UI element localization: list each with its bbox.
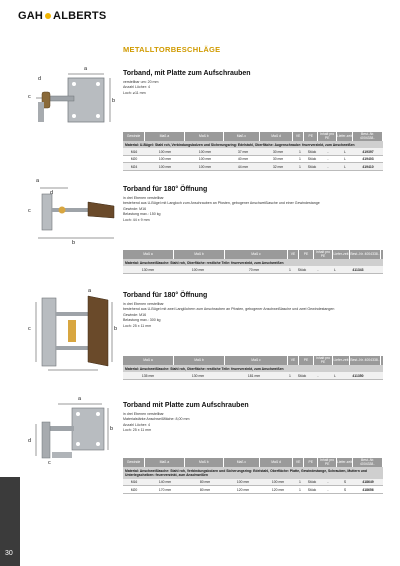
article-number: 419403	[362, 157, 374, 162]
section-title: METALLTORBESCHLÄGE	[123, 45, 221, 54]
col-header: Liefer-zeit	[333, 356, 350, 365]
product-4-dim-d: d	[28, 438, 32, 444]
product-4-desc-line: in drei Ebenen verstellbar	[123, 412, 164, 416]
col-header: Liefer-zeit	[337, 132, 353, 141]
product-2-desc	[123, 196, 320, 223]
brand-logo	[18, 10, 106, 22]
product-4-desc	[123, 412, 190, 434]
cell: 170 mm	[158, 487, 172, 492]
product-3-desc-line: Belastung max.: 300 kg	[123, 318, 161, 323]
col-header: Maß c	[225, 250, 288, 259]
col-header: PE	[304, 132, 318, 141]
table-header	[123, 132, 383, 141]
cell: -	[327, 149, 329, 154]
product-4-dim-c: c	[48, 460, 51, 466]
product-3-desc-line: bestehend aus U-Bügel mit zwei Langlöchern zum Anschrauben an Pfosten, gebogener Anschweißlasche und zwei Gewindestangen	[123, 307, 335, 312]
col-header: Inhalt pro PE	[318, 458, 336, 467]
cell: 30 mm	[272, 157, 284, 162]
table-row	[123, 148, 383, 156]
col-header: PE	[299, 356, 314, 365]
cell: 120 mm	[236, 487, 250, 492]
product-2-desc-line: Belastung max.: 150 kg	[123, 212, 161, 217]
col-header: Maß c	[224, 132, 260, 141]
cell: S	[343, 487, 347, 492]
cell: 100 mm	[158, 157, 172, 162]
col-header: VE	[293, 458, 304, 467]
cell: -	[327, 157, 329, 162]
cell: 32 mm	[272, 164, 284, 169]
product-2-dim-c: c	[28, 208, 31, 214]
cell: 100 mm	[158, 164, 172, 169]
col-header: Inhalt pro PE	[318, 132, 336, 141]
product-4-desc-line: Materialstärke Anschweißfläche: 8,00 mm	[123, 417, 190, 422]
cell: 100 mm	[271, 480, 285, 485]
cell: M20	[130, 487, 138, 492]
cell: 1	[299, 487, 301, 492]
material-note: Material: Anschweißlasche: Stahl roh, Oberfläche: restliche Teile: feuerverzinkt, zum Anschweißen	[123, 365, 383, 372]
col-header: Inhalt pro PE	[314, 250, 333, 259]
cell: M20	[130, 157, 138, 162]
cell: 130 mm	[141, 267, 155, 272]
product-1-desc-line: verstellbar um: 20 mm	[123, 80, 159, 84]
cell: -	[327, 164, 329, 169]
product-3-image	[28, 290, 120, 380]
col-header: VE	[293, 132, 304, 141]
product-2-dim-b: b	[72, 240, 76, 246]
article-number: 411343	[352, 267, 364, 272]
product-4-dim-a: a	[78, 396, 82, 402]
product-1-table	[123, 132, 383, 171]
table-row	[123, 266, 383, 274]
cell: Stück	[297, 373, 307, 378]
col-header: Best.-Nr. 4004338..	[350, 356, 381, 365]
cell: M16	[130, 149, 138, 154]
material-note: Material: Anschweißlasche: Stahl roh, Verbindungsbolzen und Sicherungsring: Edelstahl, Oberfläche: Platte, Gewindestange, Schrauben, Muttern und Unterlegscheiben: feuerverzinkt, zum Anschweißen	[123, 467, 383, 479]
col-header: Inhalt pro PE	[314, 356, 333, 365]
product-2-image	[28, 178, 120, 250]
product-1-title: Torband, mit Platte zum Aufschrauben	[123, 70, 251, 77]
cell: Stück	[307, 164, 317, 169]
product-1-dim-d: d	[38, 76, 42, 82]
product-1-desc-line: Anzahl Löcher: 4	[123, 85, 150, 90]
cell: S	[343, 480, 347, 485]
table-header	[123, 356, 383, 365]
cell: 100 mm	[191, 267, 205, 272]
col-header: Liefer-zeit	[333, 250, 350, 259]
product-2-desc-line: in drei Ebenen verstellbar	[123, 196, 164, 200]
cell: 1	[289, 373, 291, 378]
cell: 1	[299, 480, 301, 485]
cell: L	[344, 157, 346, 162]
cell: 80 mm	[199, 487, 211, 492]
product-3-dim-b: b	[114, 326, 118, 332]
article-number: 419410	[362, 164, 374, 169]
product-2-table	[123, 250, 383, 274]
cell: 120 mm	[271, 487, 285, 492]
col-header: Maß a	[145, 458, 184, 467]
product-3-dim-a: a	[88, 288, 92, 294]
cell: 130 mm	[191, 373, 205, 378]
product-2-dim-d: d	[50, 190, 54, 196]
col-header: VE	[288, 250, 299, 259]
cell: 135 mm	[141, 373, 155, 378]
cell: 37 mm	[237, 149, 249, 154]
product-4-image	[28, 396, 120, 472]
product-1-dim-a: a	[84, 66, 88, 72]
product-3-title: Torband für 180° Öffnung	[123, 292, 208, 299]
material-note: Material: U-Bügel: Stahl roh, Verbindungsbolzen und Sicherungsring: Edelstahl, Oberfläche: Augenschraube: feuerverzinkt, zum Anschweißen	[123, 141, 383, 148]
product-2-dim-a: a	[36, 178, 40, 184]
product-4-table	[123, 458, 383, 494]
article-number: 411350	[352, 373, 364, 378]
cell: L	[344, 164, 346, 169]
cell: 100 mm	[158, 149, 172, 154]
cell: -	[327, 480, 329, 485]
cell: 1	[299, 157, 301, 162]
brand-dot-icon	[45, 13, 51, 19]
cell: -	[327, 487, 329, 492]
brand-name-part2: ALBERTS	[53, 10, 107, 22]
col-header: PE	[304, 458, 318, 467]
material-note: Material: Anschweißlasche: Stahl roh, Oberfläche: restliche Teile: feuerverzinkt, zum Anschweißen	[123, 259, 383, 266]
col-header: Best.-Nr. 4004338..	[350, 250, 381, 259]
product-1-image	[28, 66, 118, 144]
cell: M24	[130, 164, 138, 169]
cell: Stück	[307, 157, 317, 162]
table-row	[123, 163, 383, 171]
table-body	[123, 148, 383, 171]
cell: -	[317, 267, 319, 272]
col-header: Maß a	[123, 250, 174, 259]
col-header: VE	[288, 356, 299, 365]
table-row	[123, 372, 383, 380]
cell: -	[317, 373, 319, 378]
table-row	[123, 156, 383, 164]
col-header: Maß b	[185, 458, 224, 467]
product-3-desc-line: Loch: 25 x 11 mm	[123, 323, 152, 328]
cell: 140 mm	[158, 480, 172, 485]
cell: L	[334, 267, 336, 272]
cell: M16	[130, 480, 138, 485]
product-2-desc-line: Loch: 44 x 9 mm	[123, 217, 150, 222]
col-header: Liefer-zeit	[337, 458, 353, 467]
table-row	[123, 486, 383, 494]
cell: Stück	[307, 487, 317, 492]
product-3-desc-line: in drei Ebenen verstellbar	[123, 302, 164, 306]
cell: 100 mm	[236, 480, 250, 485]
product-1-desc	[123, 80, 159, 96]
cell: Stück	[307, 149, 317, 154]
table-body	[123, 372, 383, 380]
col-header: Maß d	[260, 458, 294, 467]
table-header	[123, 250, 383, 259]
col-header: Maß b	[174, 356, 225, 365]
col-header: Maß b	[185, 132, 224, 141]
cell: 100 mm	[198, 157, 212, 162]
product-3-desc-line: Gewinde: M16	[123, 312, 147, 317]
col-header: Maß c	[224, 458, 260, 467]
page-number: 30	[5, 550, 13, 557]
product-2-desc-line: Gewinde: M16	[123, 206, 147, 211]
col-header: Best.-Nr. 4004338..	[353, 132, 383, 141]
table-row	[123, 479, 383, 487]
cell: 1	[299, 164, 301, 169]
product-3-table	[123, 356, 383, 380]
cell: 100 mm	[198, 149, 212, 154]
cell: 1	[299, 149, 301, 154]
product-2-desc-line: bestehend aus U-Bügel mit Langloch zum Anschrauben an Pfosten, gebogener Anschweißlasche und einer Gewindestange	[123, 201, 320, 206]
col-header: Maß d	[260, 132, 294, 141]
product-1-desc-line: Loch: ⌀11 mm	[123, 90, 146, 95]
cell: 1	[289, 267, 291, 272]
product-1-dim-c: c	[28, 94, 31, 100]
cell: Stück	[307, 480, 317, 485]
table-body	[123, 266, 383, 274]
product-3-dim-c: c	[28, 326, 31, 332]
cell: 40 mm	[237, 157, 249, 162]
cell: 100 mm	[198, 164, 212, 169]
product-4-desc-line: Loch: 25 x 11 mm	[123, 428, 152, 433]
cell: L	[344, 149, 346, 154]
product-4-dim-b: b	[110, 426, 114, 432]
cell: 80 mm	[199, 480, 211, 485]
col-header: Maß a	[123, 356, 174, 365]
article-number: 418649	[362, 480, 374, 485]
article-number: 418656	[362, 487, 374, 492]
product-4-title: Torband mit Platte zum Aufschrauben	[123, 402, 249, 409]
cell: L	[334, 373, 336, 378]
brand-name-part1: GAH	[18, 10, 44, 22]
col-header: Best.-Nr. 4004338..	[353, 458, 383, 467]
col-header: Maß a	[145, 132, 184, 141]
cell: 181 mm	[247, 373, 261, 378]
col-header: Maß b	[174, 250, 225, 259]
product-3-desc	[123, 302, 334, 329]
table-body	[123, 479, 383, 494]
col-header: Gewinde	[123, 458, 145, 467]
cell: 44 mm	[237, 164, 249, 169]
table-header	[123, 458, 383, 467]
cell: 30 mm	[272, 149, 284, 154]
col-header: Gewinde	[123, 132, 145, 141]
cell: Stück	[297, 267, 307, 272]
col-header: PE	[299, 250, 314, 259]
product-2-title: Torband für 180° Öffnung	[123, 186, 208, 193]
col-header: Maß c	[225, 356, 288, 365]
product-4-desc-line: Anzahl Löcher: 4	[123, 422, 150, 427]
article-number: 419397	[362, 149, 374, 154]
cell: 70 mm	[248, 267, 260, 272]
product-1-dim-b: b	[112, 98, 116, 104]
